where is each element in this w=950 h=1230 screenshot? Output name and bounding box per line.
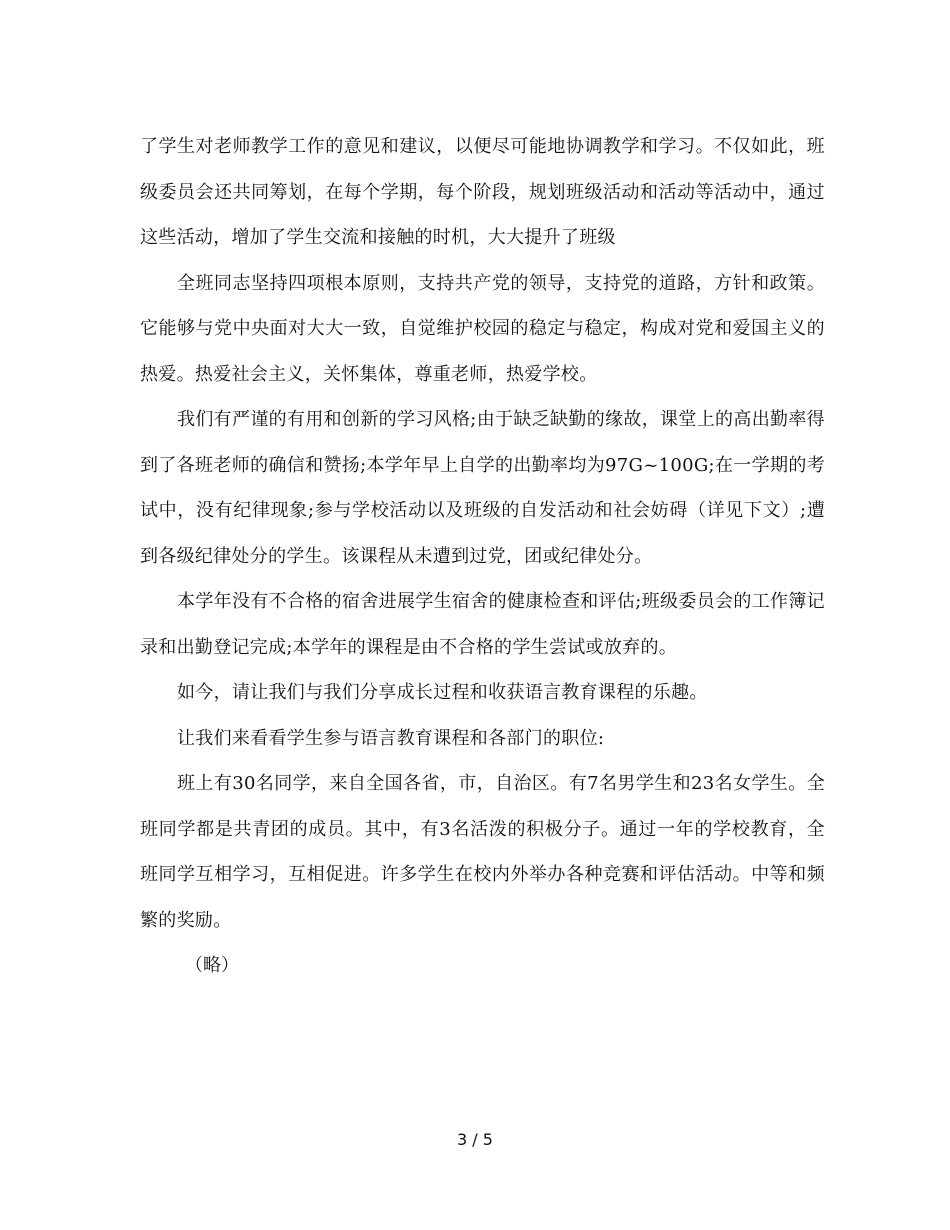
omitted-note: （略）: [185, 955, 239, 976]
paragraph-dormitory: 本学年没有不合格的宿舍进展学生宿舍的健康检查和评估;班级委员会的工作簿记录和出勤登记完成;本学年的课程是由不合格的学生尝试或放弃的。: [140, 591, 825, 658]
paragraph-class-members: 班上有30名同学，来自全国各省，市，自治区。有7名男学生和23名女学生。全班同学都是共青团的成员。其中，有3名活泼的积极分子。通过一年的学校教育，全班同学互相学习，互相促进。许多学生在校内外举办各种竞赛和评估活动。中等和频繁的奖励。: [140, 773, 825, 931]
page-number: 3 / 5: [457, 1130, 493, 1149]
paragraph-political-stance: 全班同志坚持四项根本原则，支持共产党的领导，支持党的道路，方针和政策。它能够与党中央面对大大一致，自觉维护校园的稳定与稳定，构成对党和爱国主义的热爱。热爱社会主义，关怀集体，尊重老师，热爱学校。: [140, 272, 825, 385]
document-body: [140, 124, 825, 989]
paragraph-class-committee: 了学生对老师教学工作的意见和建议，以便尽可能地协调教学和学习。不仅如此，班级委员会还共同筹划，在每个学期，每个阶段，规划班级活动和活动等活动中，通过这些活动，增加了学生交流和接触的时机，大大提升了班级: [140, 136, 825, 248]
paragraph-sharing: 如今，请让我们与我们分享成长过程和收获语言教育课程的乐趣。: [177, 682, 708, 703]
paragraph-study-style: 我们有严谨的有用和创新的学习风格;由于缺乏缺勤的缘故，课堂上的高出勤率得到了各班老师的确信和赞扬;本学年早上自学的出勤率均为97G~100G;在一学期的考试中，没有纪律现象;参与学校活动以及班级的自发活动和社会妨碍（详见下文）;遭到各级纪律处分的学生。该课程从未遭到过党，团或纪律处分。: [140, 409, 825, 567]
paragraph-positions: 让我们来看看学生参与语言教育课程和各部门的职位:: [177, 727, 605, 749]
